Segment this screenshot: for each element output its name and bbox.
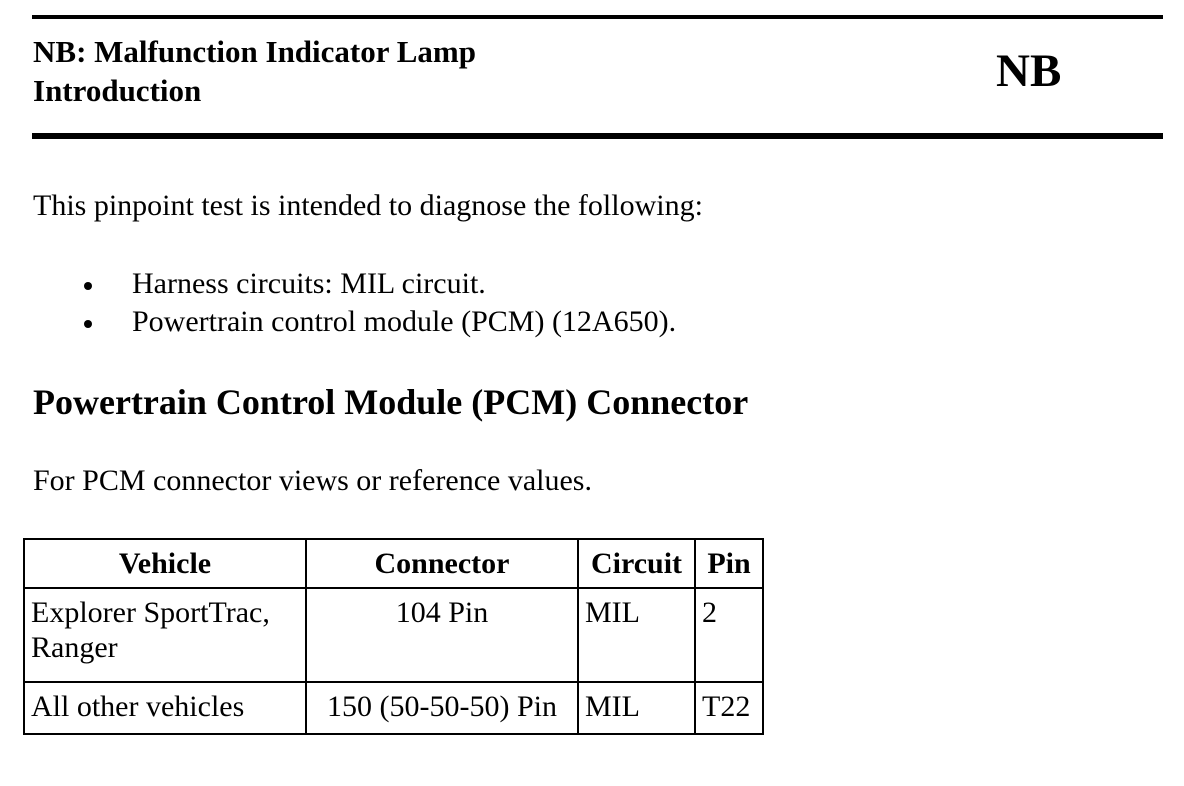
column-header-vehicle: Vehicle bbox=[24, 539, 306, 588]
cell-vehicle: All other vehicles bbox=[24, 682, 306, 734]
bullet-icon bbox=[84, 282, 92, 290]
page-title bbox=[33, 32, 733, 110]
cell-pin: T22 bbox=[695, 682, 763, 734]
header-top-rule bbox=[32, 15, 1163, 19]
column-header-pin: Pin bbox=[695, 539, 763, 588]
column-header-connector: Connector bbox=[306, 539, 578, 588]
cell-connector: 104 Pin bbox=[306, 588, 578, 682]
bullet-icon bbox=[84, 320, 92, 328]
intro-paragraph: This pinpoint test is intended to diagnose the following: bbox=[33, 189, 703, 222]
cell-pin: 2 bbox=[695, 588, 763, 682]
section-code: NB bbox=[996, 45, 1062, 97]
cell-circuit: MIL bbox=[578, 682, 695, 734]
list-item-text: Powertrain control module (PCM) (12A650). bbox=[132, 305, 677, 338]
list-item bbox=[0, 303, 676, 341]
page-title-line-1: NB: Malfunction Indicator Lamp bbox=[33, 34, 476, 69]
table-row bbox=[24, 682, 763, 734]
cell-vehicle: Explorer SportTrac, Ranger bbox=[24, 588, 306, 682]
page-title-line-2: Introduction bbox=[33, 73, 202, 108]
table-header-row bbox=[24, 539, 763, 588]
cell-connector: 150 (50-50-50) Pin bbox=[306, 682, 578, 734]
list-item-text: Harness circuits: MIL circuit. bbox=[132, 267, 486, 300]
table-row bbox=[24, 588, 763, 682]
diagnosis-list bbox=[0, 265, 676, 341]
cell-circuit: MIL bbox=[578, 588, 695, 682]
column-header-circuit: Circuit bbox=[578, 539, 695, 588]
pcm-reference-note: For PCM connector views or reference values. bbox=[33, 464, 592, 497]
pcm-connector-table bbox=[23, 538, 764, 735]
section-heading: Powertrain Control Module (PCM) Connector bbox=[33, 382, 749, 422]
list-item bbox=[0, 265, 676, 303]
header-bottom-rule bbox=[32, 133, 1163, 139]
